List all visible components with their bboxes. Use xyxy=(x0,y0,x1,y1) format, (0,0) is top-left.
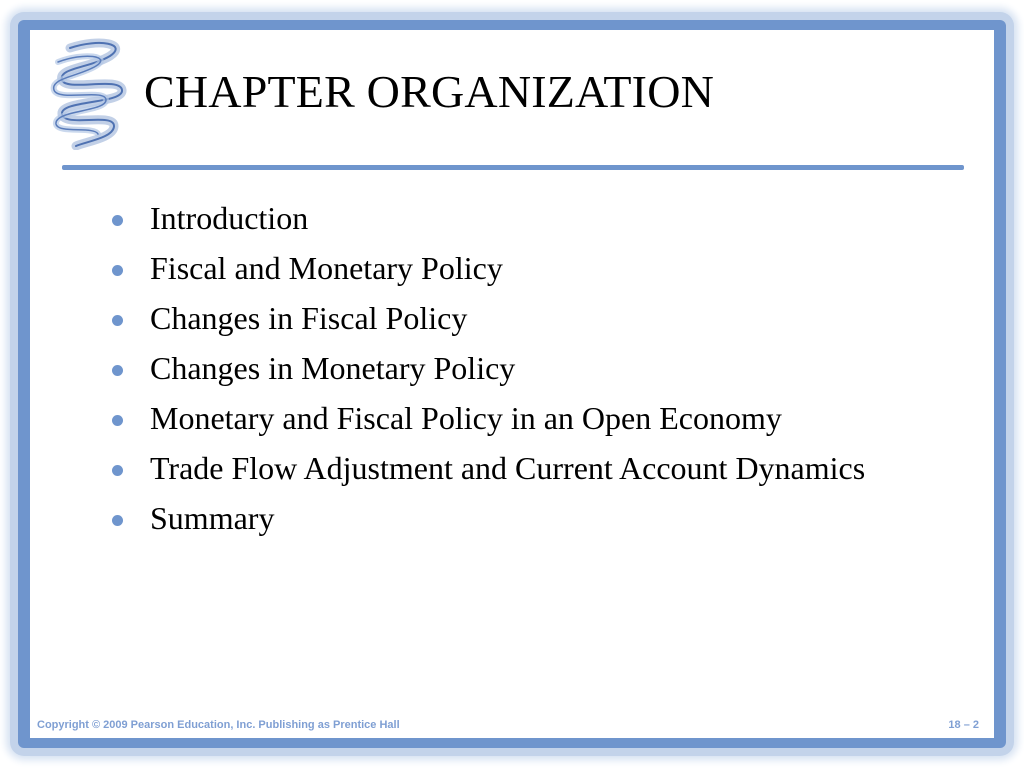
bullet-item xyxy=(112,448,902,488)
bullet-dot-icon xyxy=(112,465,123,476)
bullet-list xyxy=(112,198,902,548)
slide-title: CHAPTER ORGANIZATION xyxy=(144,66,715,117)
bullet-item xyxy=(112,398,902,438)
bullet-dot-icon xyxy=(112,415,123,426)
footer-page-number: 18 – 2 xyxy=(948,719,979,731)
bullet-dot-icon xyxy=(112,365,123,376)
bullet-item xyxy=(112,198,902,238)
bullet-item xyxy=(112,298,902,338)
bullet-text: Trade Flow Adjustment and Current Account Dynamics xyxy=(150,450,866,486)
scribble-logo-icon xyxy=(40,38,140,150)
footer-copyright: Copyright © 2009 Pearson Education, Inc. Publishing as Prentice Hall xyxy=(37,719,400,731)
bullet-dot-icon xyxy=(112,515,123,526)
bullet-text: Monetary and Fiscal Policy in an Open Economy xyxy=(150,400,782,436)
bullet-dot-icon xyxy=(112,315,123,326)
title-divider xyxy=(62,165,964,170)
bullet-item xyxy=(112,248,902,288)
bullet-item xyxy=(112,498,902,538)
bullet-item xyxy=(112,348,902,388)
bullet-text: Introduction xyxy=(150,200,309,236)
bullet-text: Changes in Fiscal Policy xyxy=(150,300,468,336)
bullet-dot-icon xyxy=(112,265,123,276)
bullet-text: Changes in Monetary Policy xyxy=(150,350,516,386)
bullet-text: Summary xyxy=(150,500,275,536)
bullet-text: Fiscal and Monetary Policy xyxy=(150,250,503,286)
bullet-dot-icon xyxy=(112,215,123,226)
